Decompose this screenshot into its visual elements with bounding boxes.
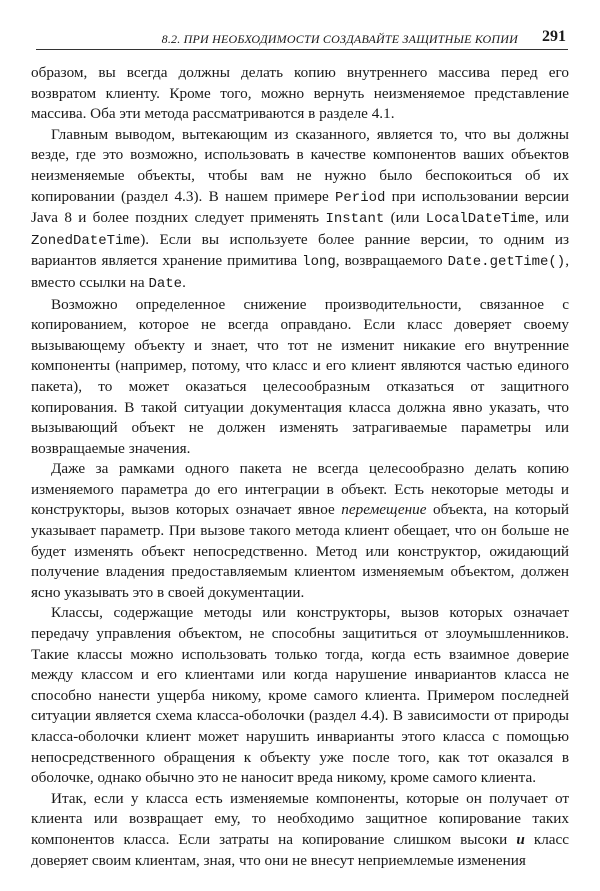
paragraph-1 (31, 63, 569, 125)
code-long: long (302, 254, 336, 271)
paragraph-2 (31, 125, 569, 295)
paragraph-6 (31, 789, 569, 871)
paragraph-3-text: Возможно определенное снижение производительности, связанное с копированием, которое не всегда оправдано. Если класс доверяет своему вызывающему объекту и знает, что тот не изменит никакие его внутренние компоненты (например, потому, что класс и его клиент являются частью единого пакета), то может оказаться целесообразным отказаться от защитного копирования. В такой ситуации документация класса должна явно указать, что вызывающий объект не должен изменять затрагиваемые параметры или возвращаемые значения. (31, 295, 569, 457)
paragraph-5 (31, 603, 569, 788)
page-number: 291 (542, 28, 566, 45)
paragraph-4-text-a: Даже за рамками одного пакета не всегда целесообразно делать копию изменяемого параметра до его интеграции в объект. Есть некоторые методы и конструкторы, вызов которых означает явное (31, 460, 569, 519)
paragraph-1-text: образом, вы всегда должны делать копию внутреннего массива перед его возвратом клиенту. Кроме того, можно вернуть неизменяемое представление массива. Оба эти метода рассматриваются в разделе 4.1. (31, 64, 569, 123)
emphasis-i: и (516, 830, 525, 848)
paragraph-5-text: Классы, содержащие методы или конструкторы, вызов которых означает передачу управления объектом, не способны защититься от злоумышленников. Такие классы можно использовать только тогда, когда есть взаимное доверие между классом и его клиентами или когда нарушение инвариантов класса не способно нанести ущерба никому, кроме самого клиента. Примером последней ситуации является схема класса-оболочки (раздел 4.4). В зависимости от природы класса-оболочки клиент может нарушить инварианты этого класса с помощью непосредственного обращения к объекту уже после того, как тот оказался в оболочке, однако обычно это не наносит вреда никому, кроме самого клиента. (31, 604, 569, 787)
header-rule (36, 49, 568, 50)
running-header (36, 26, 568, 50)
page-body (31, 63, 569, 871)
paragraph-2-text-e: ). Если вы используете более ранние версии, то одним из вариантов является хранение примитива (31, 230, 569, 270)
code-period: Period (334, 189, 386, 206)
code-date: Date (148, 275, 183, 292)
paragraph-2-text-c: (или (384, 209, 426, 227)
paragraph-2-text-d: , или (535, 209, 569, 227)
code-localdatetime: LocalDateTime (425, 211, 536, 228)
paragraph-4 (31, 459, 569, 603)
paragraph-2-text-g: , вместо ссылки на (31, 252, 569, 291)
emphasis-peremeshchenie: перемещение (341, 501, 427, 519)
paragraph-2-text-f: , возвращаемого (335, 252, 448, 270)
paragraph-3 (31, 295, 569, 460)
paragraph-6-text-b: класс доверяет своим клиентам, зная, что они не внесут неприемлемые изменения (31, 830, 570, 869)
paragraph-2-text-b: при использовании версии Java 8 и более поздних следует применять (31, 187, 569, 227)
code-date-gettime: Date.getTime() (447, 254, 566, 271)
paragraph-2-text-h: . (182, 273, 186, 291)
paragraph-4-text-b: объекта, на который указывает параметр. При вызове такого метода клиент обещает, что он больше не будет изменять объект непосредственно. Метод или конструктор, ожидающий получение владения предоставляемым клиентом изменяемым объектом, должен ясно указывать это в своей документации. (31, 501, 569, 601)
paragraph-2-text-a: Главным выводом, вытекающим из сказанного, является то, что вы должны везде, где это возможно, использовать в качестве компонентов ваших объектов неизменяемые объекты, чтобы вам не нужно было беспокоиться об их копировании (раздел 4.3). В нашем примере (31, 125, 569, 205)
code-zoneddatetime: ZonedDateTime (31, 232, 141, 249)
code-instant: Instant (325, 211, 385, 228)
paragraph-6-text-a: Итак, если у класса есть изменяемые компоненты, которые он получает от клиента или возвращает ему, то необходимо защитное копирование таких компонентов класса. Если затраты на копирование слишком высоки (31, 789, 569, 848)
running-header-title: 8.2. ПРИ НЕОБХОДИМОСТИ СОЗДАВАЙТЕ ЗАЩИТНЫЕ КОПИИ (161, 32, 518, 46)
